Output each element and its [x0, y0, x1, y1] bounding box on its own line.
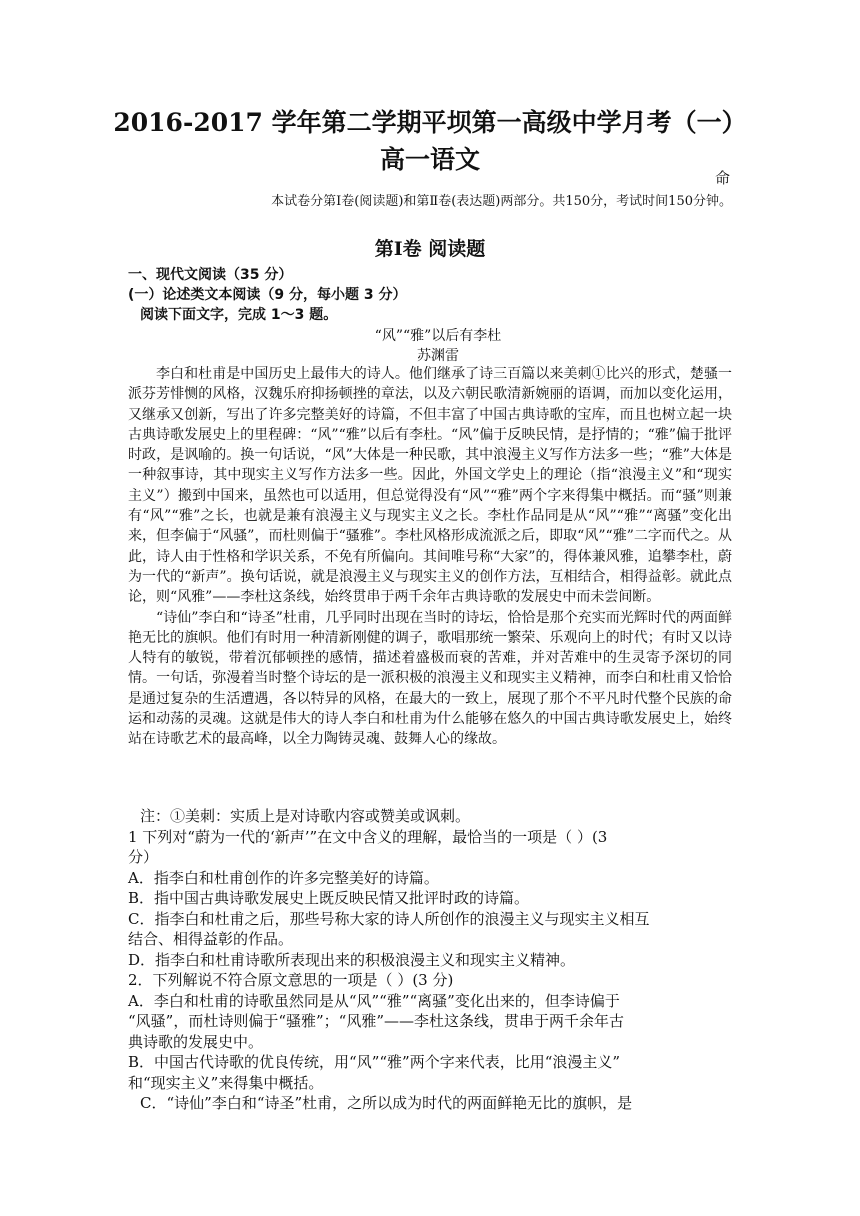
question-1-option-a: A．指李白和杜甫创作的许多完整美好的诗篇。 [128, 868, 439, 887]
exam-subject-title: 高一语文 [379, 145, 480, 174]
question-1-option-d: D．指李白和杜甫诗歌所表现出来的积极浪漫主义和现实主义精神。 [128, 950, 576, 969]
article-author: 苏渊雷 [417, 348, 459, 364]
question-2-option-b: B．中国古代诗歌的优良传统，用“风”“雅”两个字来代表，比用“浪漫主义” [128, 1053, 621, 1071]
section-heading: 一、现代文阅读（35 分） [128, 267, 293, 283]
question-2-option-a-cont: “风骚”，而杜诗则偏于“骚雅”；“风雅”——李杜这条线，贯串于两千余年古 [128, 1012, 625, 1030]
question-2-option-a: A．李白和杜甫的诗歌虽然同是从“风”“雅”“离骚”变化出来的，但李诗偏于 [128, 991, 620, 1010]
footnote: 注：①美刺：实质上是对诗歌内容或赞美或讽刺。 [140, 807, 471, 825]
questions-section [128, 806, 734, 1114]
question-1-stem: 1 下列对“蔚为一代的‘新声’”在文中含义的理解，最恰当的一项是（ ）(3 [128, 827, 608, 846]
article-paragraph: 李白和杜甫是中国历史上最伟大的诗人。他们继承了诗三百篇以来美刺①比兴的形式，楚骚一派芬芳悱恻的风格，汉魏乐府抑扬顿挫的章法，以及六朝民歌清新婉丽的语调，而加以变化运用，又继承又创新，写出了许多完整美好的诗篇，不但丰富了中国古典诗歌的宝库，而且也树立起一块古典诗歌发展史上的里程碑：“风”“雅”以后有李杜。“风”偏于反映民情，是抒情的；“雅”偏于批评时政，是讽喻的。换一句话说，“风”大体是一种民歌，其中浪漫主义写作方法多一些；“雅”大体是一种叙事诗，其中现实主义写作方法多一些。因此，外国文学史上的理论（指“浪漫主义”和“现实主义”）搬到中国来，虽然也可以适用，但总觉得没有“风”“雅”两个字来得集中概括。而“骚”则兼有“风”“雅”之长，也就是兼有浪漫主义与现实主义之长。李杜作品同是从“风”“雅”“离骚”变化出来，但李偏于“风骚”，而杜则偏于“骚雅”。李杜风格形成流派之后，即取“风”“雅”二字而代之。从此，诗人由于性格和学识关系，不免有所偏向。其间唯号称“大家”的，得体兼风雅，追攀李杜，蔚为一代的“新声”。换句话说，就是浪漫主义与现实主义的创作方法，互相结合，相得益彰。就此点论，则“风雅”——李杜这条线，始终贯串于两千余年古典诗歌的发展史中而未尝间断。 [128, 366, 732, 606]
article-paragraph: “诗仙”李白和“诗圣”杜甫，几乎同时出现在当时的诗坛，恰恰是那个充实而光辉时代的两面鲜艳无比的旗帜。他们有时用一种清新刚健的调子，歌唱那统一繁荣、乐观向上的时代；有时又以诗人特有的敏锐，带着沉郁顿挫的感情，描述着盛极而衰的苦难，并对苦难中的生灵寄予深切的同情。一句话，弥漫着当时整个诗坛的是一派积极的浪漫主义和现实主义精神，而李白和杜甫又恰恰是通过复杂的生活遭遇，各以特异的风格，在最大的一致上，展现了那个不平凡时代整个民族的命运和动荡的灵魂。这就是伟大的诗人李白和杜甫为什么能够在悠久的中国古典诗歌发展史上，始终站在诗歌艺术的最高峰，以全力陶铸灵魂、鼓舞人心的缘故。 [128, 609, 732, 748]
author-label: 命 [714, 169, 730, 187]
question-2-option-b-cont: 和“现实主义”来得集中概括。 [128, 1073, 324, 1092]
question-2-stem: 2．下列解说不符合原文意思的一项是（ ）(3 分) [128, 971, 454, 989]
exam-title: 2016-2017 学年第二学期平坝第一高级中学月考（一） [113, 108, 747, 137]
article-title: “风”“雅”以后有李杜 [374, 328, 502, 344]
question-2-option-c: C．“诗仙”李白和“诗圣”杜甫，之所以成为时代的两面鲜艳无比的旗帜，是 [140, 1094, 633, 1112]
question-1-option-b: B．指中国古典诗歌发展史上既反映民情又批评时政的诗篇。 [128, 889, 530, 907]
part-title: 第Ⅰ卷 阅读题 [374, 238, 486, 260]
reading-instruction: 阅读下面文字，完成 1～3 题。 [140, 307, 338, 323]
article-body [128, 364, 732, 750]
exam-instructions: 本试卷分第Ⅰ卷(阅读题)和第Ⅱ卷(表达题)两部分。共150分，考试时间150分钟。 [271, 194, 732, 209]
question-1-stem-cont: 分） [128, 848, 159, 866]
question-1-option-c: C．指李白和杜甫之后，那些号称大家的诗人所创作的浪漫主义与现实主义相互 [128, 909, 650, 928]
question-2-option-a-cont: 典诗歌的发展史中。 [128, 1032, 264, 1051]
question-1-option-c-cont: 结合、相得益彰的作品。 [128, 930, 294, 948]
subsection-heading: (一）论述类文本阅读（9 分，每小题 3 分） [128, 287, 407, 303]
